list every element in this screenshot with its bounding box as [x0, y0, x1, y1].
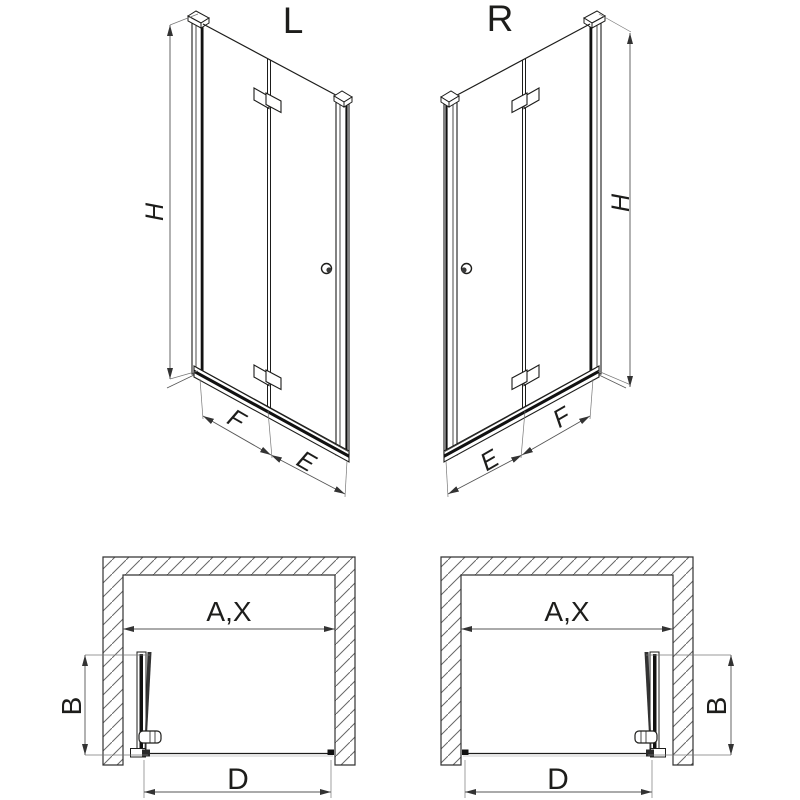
variant-label-left: L — [282, 0, 304, 41]
plan-view-right — [441, 557, 732, 798]
variant-label-right: R — [486, 0, 514, 39]
dim-label-B-left: B — [55, 696, 87, 716]
plan-view-left — [56, 557, 355, 798]
dim-label-F-left: F — [222, 403, 250, 436]
iso-view-right — [441, 0, 635, 497]
iso-view-left — [141, 0, 352, 497]
dim-label-E-left: E — [292, 445, 321, 478]
dim-label-B-right: B — [700, 696, 732, 716]
dim-label-H-left: H — [140, 202, 169, 222]
dim-label-E-right: E — [475, 444, 504, 477]
dim-label-AX-right: A,X — [544, 596, 590, 627]
dim-label-D-left: D — [227, 763, 249, 796]
dim-label-AX-left: A,X — [206, 596, 252, 627]
dim-label-H-right: H — [606, 193, 635, 213]
dim-label-F-right: F — [548, 401, 576, 434]
dim-label-D-right: D — [547, 763, 569, 796]
